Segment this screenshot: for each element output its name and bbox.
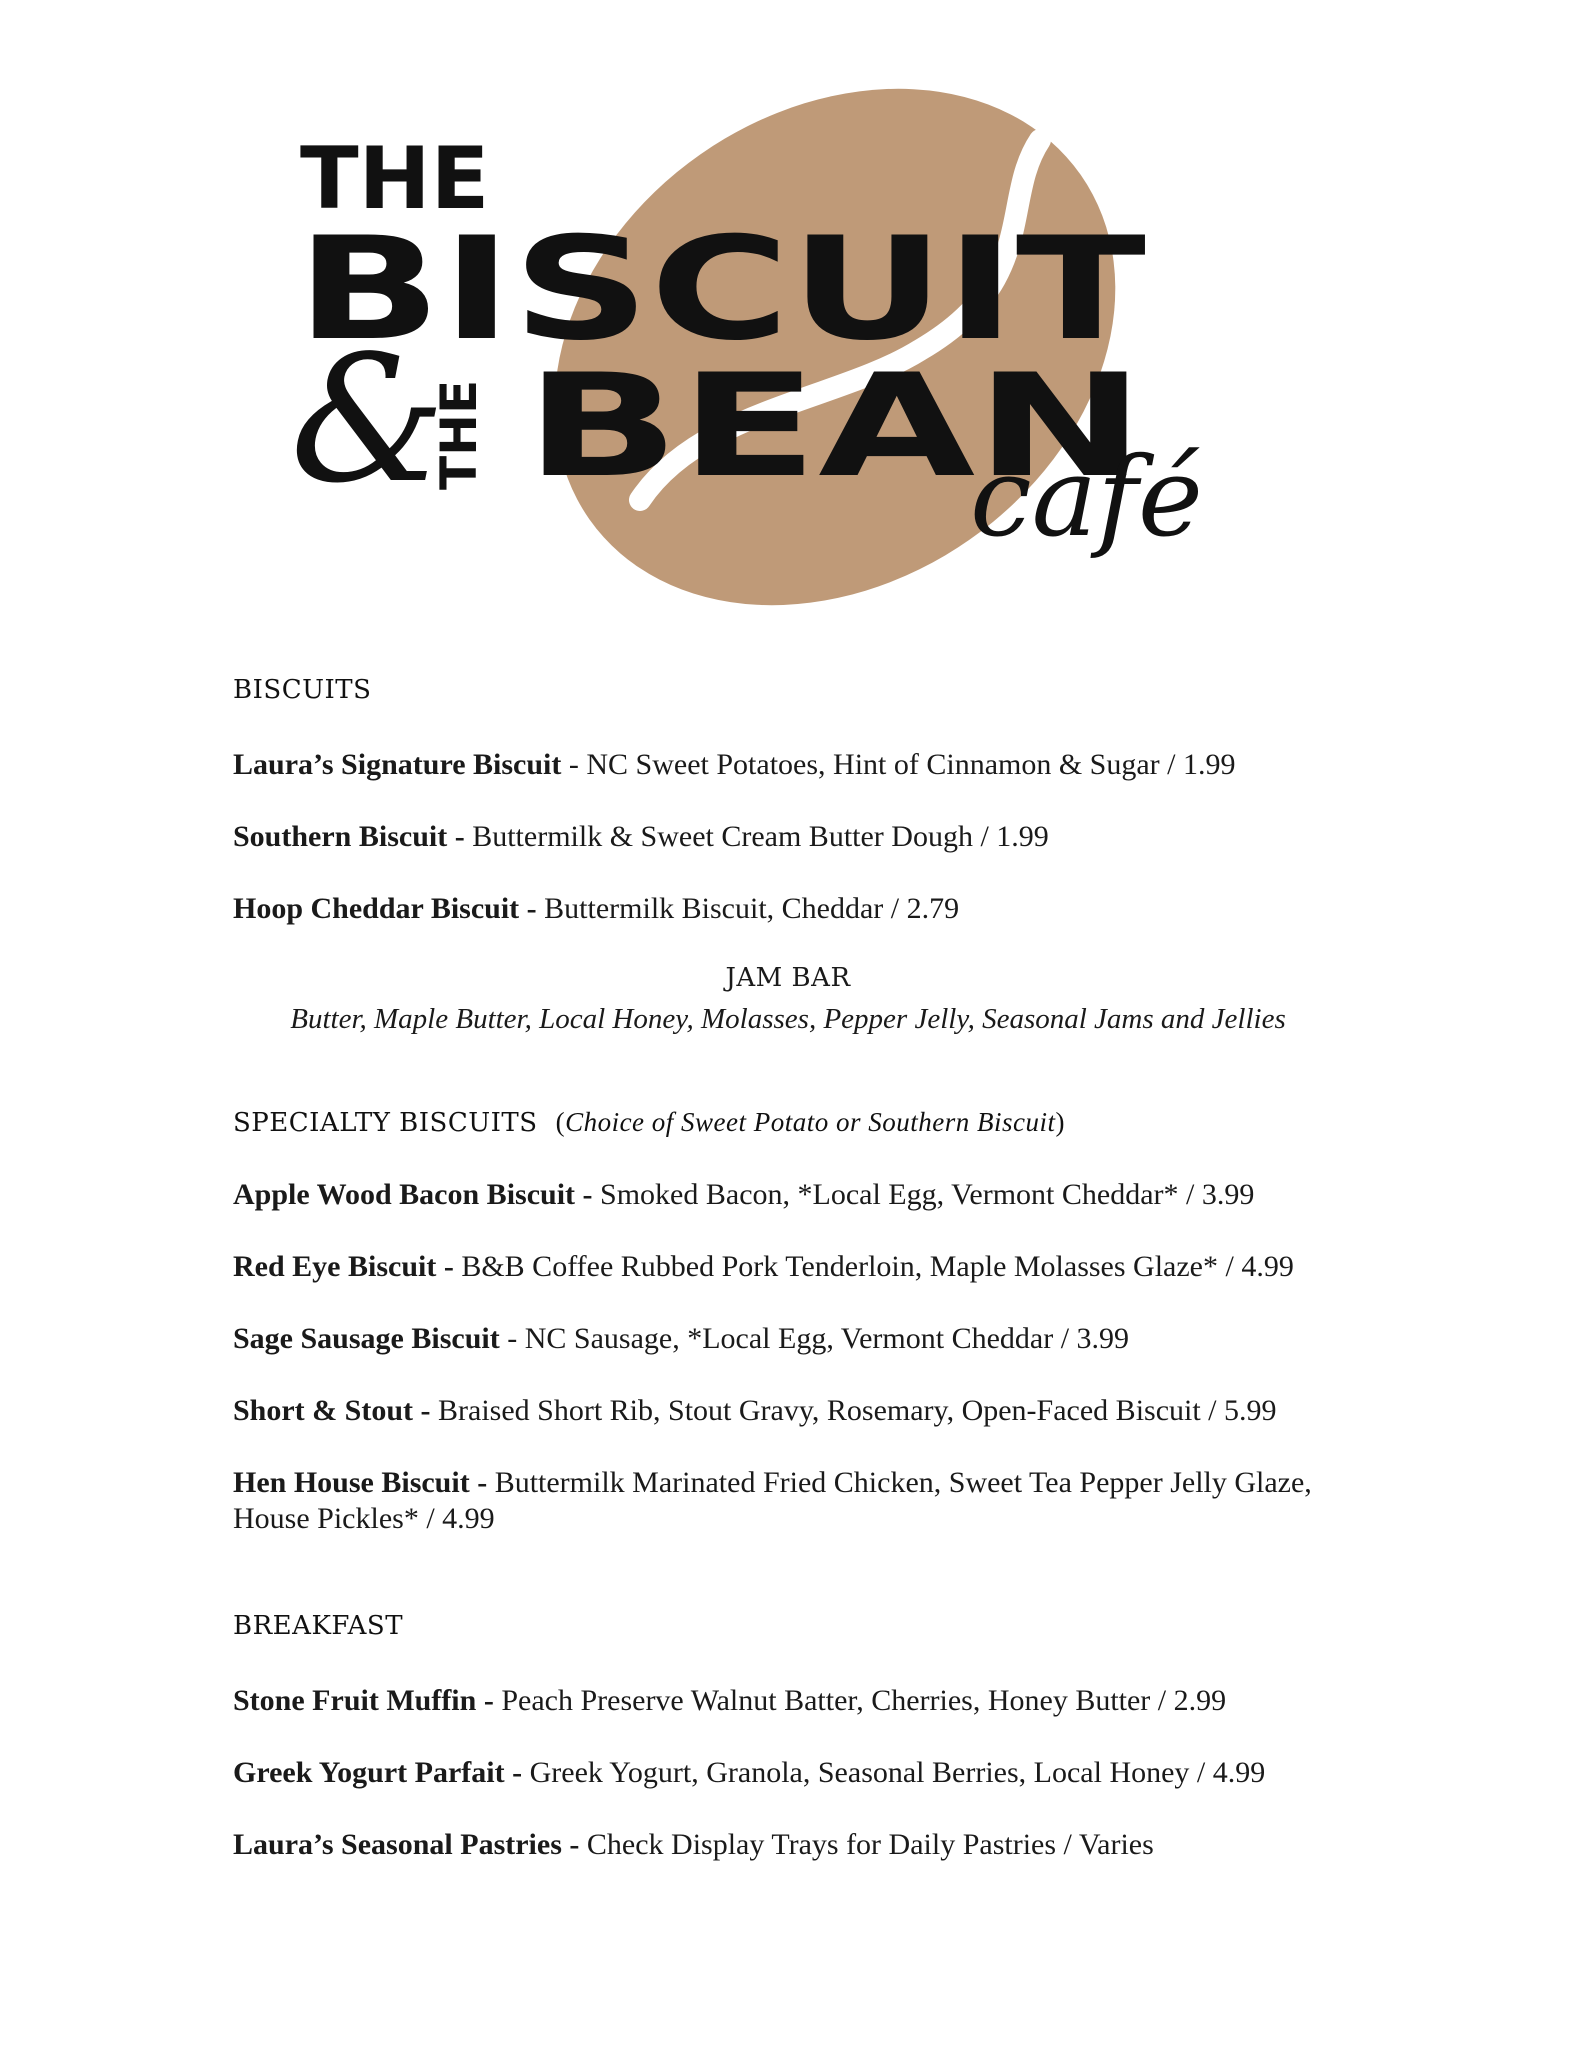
jam-bar-items: Butter, Maple Butter, Local Honey, Molasses, Pepper Jelly, Seasonal Jams and Jellies [290, 1003, 1286, 1035]
logo-the-rotated: THE [430, 379, 488, 490]
logo-bean: BEAN [525, 344, 1145, 509]
item-description: Buttermilk Biscuit, Cheddar / 2.79 [544, 892, 960, 925]
item-name: Hen House Biscuit - [233, 1466, 488, 1499]
cafe-logo [280, 80, 1300, 620]
menu-item [233, 819, 1363, 855]
logo-graphic [280, 80, 1300, 620]
item-name: Sage Sausage Biscuit [233, 1322, 500, 1355]
menu-item [233, 1249, 1363, 1285]
heading-specialty-biscuits [233, 1107, 1065, 1138]
logo-ampersand: & [290, 319, 446, 522]
menu-item [233, 747, 1363, 783]
item-name: Stone Fruit Muffin - [233, 1684, 494, 1717]
menu-item [233, 1755, 1363, 1791]
heading-biscuits: BISCUITS [233, 675, 372, 705]
note-text: Choice of Sweet Potato or Southern Biscuit [565, 1107, 1056, 1137]
logo-the-top: THE [300, 129, 490, 229]
item-separator [522, 1756, 530, 1789]
item-separator: - [561, 748, 587, 781]
note-close-paren: ) [1055, 1107, 1066, 1137]
item-description: Smoked Bacon, *Local Egg, Vermont Cheddar* / 3.99 [600, 1178, 1255, 1211]
item-name: Greek Yogurt Parfait - [233, 1756, 523, 1789]
item-name: Short & Stout - [233, 1394, 431, 1427]
specialty-note [556, 1107, 1065, 1137]
item-description: Buttermilk & Sweet Cream Butter Dough / 1.99 [472, 820, 1049, 853]
item-separator [431, 1394, 439, 1427]
jam-bar-title: JAM BAR [725, 963, 851, 993]
menu-item [233, 1321, 1363, 1357]
item-name: Red Eye Biscuit - [233, 1250, 454, 1283]
item-description: Braised Short Rib, Stout Gravy, Rosemary, Open-Faced Biscuit / 5.99 [438, 1394, 1277, 1427]
item-name: Apple Wood Bacon Biscuit - [233, 1178, 593, 1211]
menu-item [233, 1683, 1363, 1719]
item-description: NC Sweet Potatoes, Hint of Cinnamon & Sugar / 1.99 [586, 748, 1236, 781]
note-open-paren: ( [555, 1107, 566, 1137]
menu-item [233, 1465, 1353, 1537]
item-name: Hoop Cheddar Biscuit - [233, 892, 537, 925]
item-description: B&B Coffee Rubbed Pork Tenderloin, Maple Molasses Glaze* / 4.99 [461, 1250, 1294, 1283]
menu-item [233, 1827, 1363, 1863]
heading-breakfast: BREAKFAST [233, 1611, 404, 1641]
item-description: Greek Yogurt, Granola, Seasonal Berries, Local Honey / 4.99 [529, 1756, 1266, 1789]
jam-bar [233, 963, 1343, 1036]
item-name: Laura’s Signature Biscuit [233, 748, 562, 781]
item-description: NC Sausage, *Local Egg, Vermont Cheddar / 3.99 [524, 1322, 1130, 1355]
item-name: Southern Biscuit - [233, 820, 465, 853]
item-separator [593, 1178, 601, 1211]
item-separator: - [499, 1322, 525, 1355]
menu-item [233, 1177, 1363, 1213]
item-separator [579, 1828, 587, 1861]
heading-specialty-label: SPECIALTY BISCUITS [233, 1108, 538, 1138]
item-description: Peach Preserve Walnut Batter, Cherries, Honey Butter / 2.99 [501, 1684, 1227, 1717]
logo-biscuit: BISCUIT [296, 207, 1147, 372]
item-name: Laura’s Seasonal Pastries - [233, 1828, 580, 1861]
menu-item [233, 891, 1363, 927]
item-description: Check Display Trays for Daily Pastries / Varies [586, 1828, 1154, 1861]
item-description: Buttermilk Marinated Fried Chicken, Sweet Tea Pepper Jelly Glaze, House Pickles* / 4.99 [233, 1466, 1312, 1535]
item-separator [487, 1466, 495, 1499]
menu-item [233, 1393, 1363, 1429]
logo-cafe-script: café [970, 433, 1203, 561]
